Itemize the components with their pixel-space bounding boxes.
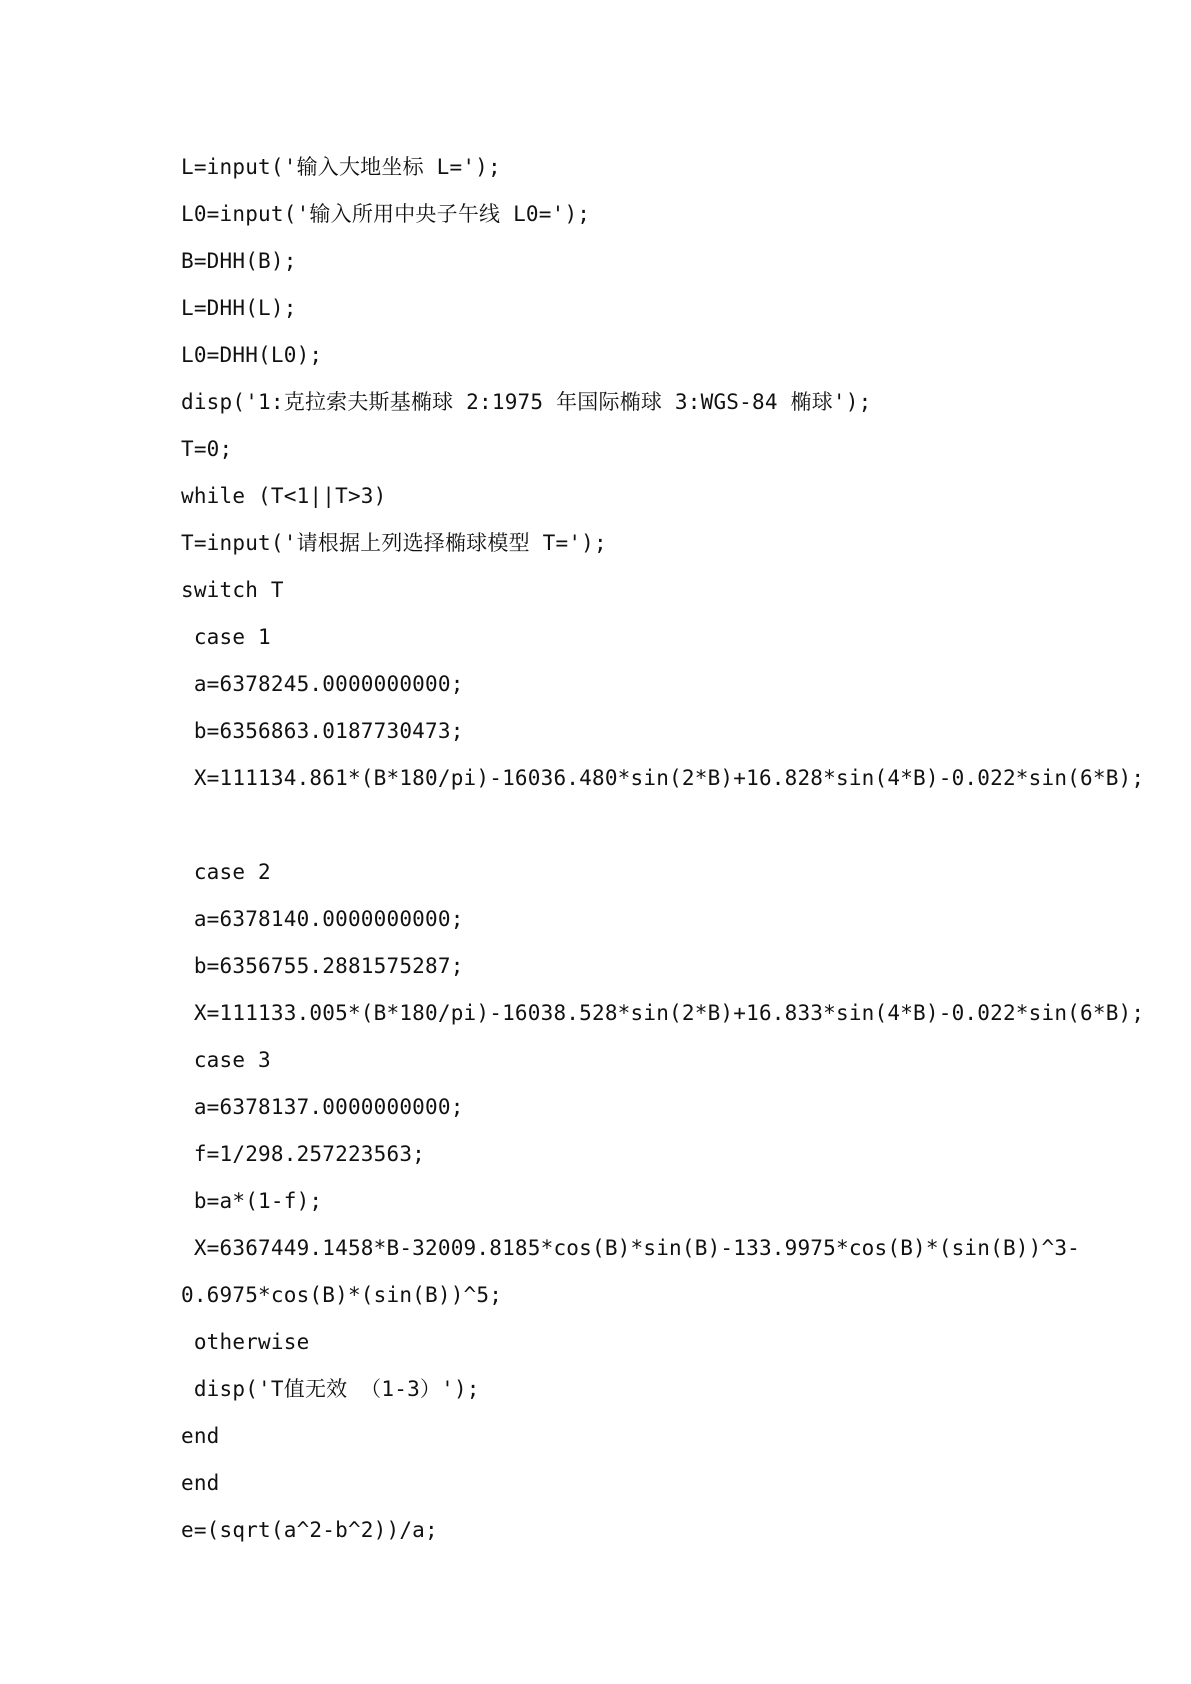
code-line: end xyxy=(181,1471,220,1495)
code-line: L=input('输入大地坐标 L='); xyxy=(181,155,501,179)
code-line: while (T<1||T>3) xyxy=(181,484,387,508)
code-line: case 1 xyxy=(181,625,271,649)
code-line: a=6378140.0000000000; xyxy=(181,907,464,931)
code-line: a=6378137.0000000000; xyxy=(181,1095,464,1119)
code-line: b=6356755.2881575287; xyxy=(181,954,464,978)
code-line: B=DHH(B); xyxy=(181,249,297,273)
code-line: disp('T值无效 （1-3）'); xyxy=(181,1377,480,1401)
code-line: case 2 xyxy=(181,860,271,884)
code-line: case 3 xyxy=(181,1048,271,1072)
code-line: a=6378245.0000000000; xyxy=(181,672,464,696)
code-line: e=(sqrt(a^2-b^2))/a; xyxy=(181,1518,438,1542)
code-line: L0=DHH(L0); xyxy=(181,343,323,367)
code-line: b=a*(1-f); xyxy=(181,1189,323,1213)
code-line: L0=input('输入所用中央子午线 L0='); xyxy=(181,202,591,226)
code-line: end xyxy=(181,1424,220,1448)
code-line: X=6367449.1458*B-32009.8185*cos(B)*sin(B)-133.9975*cos(B)*(sin(B))^3- xyxy=(181,1236,1081,1260)
code-line: L=DHH(L); xyxy=(181,296,297,320)
code-line: b=6356863.0187730473; xyxy=(181,719,464,743)
code-line: X=111134.861*(B*180/pi)-16036.480*sin(2*B)+16.828*sin(4*B)-0.022*sin(6*B); xyxy=(181,766,1145,790)
code-line: f=1/298.257223563; xyxy=(181,1142,426,1166)
code-line: X=111133.005*(B*180/pi)-16038.528*sin(2*B)+16.833*sin(4*B)-0.022*sin(6*B); xyxy=(181,1001,1145,1025)
blank-line xyxy=(181,808,1121,855)
code-line: otherwise xyxy=(181,1330,310,1354)
code-line: disp('1:克拉索夫斯基椭球 2:1975 年国际椭球 3:WGS-84 椭球'); xyxy=(181,390,872,414)
code-line-continuation: 0.6975*cos(B)*(sin(B))^5; xyxy=(181,1283,503,1307)
code-line: T=0; xyxy=(181,437,233,461)
code-line: T=input('请根据上列选择椭球模型 T='); xyxy=(181,531,607,555)
code-line: switch T xyxy=(181,578,284,602)
code-listing xyxy=(181,150,1145,1560)
